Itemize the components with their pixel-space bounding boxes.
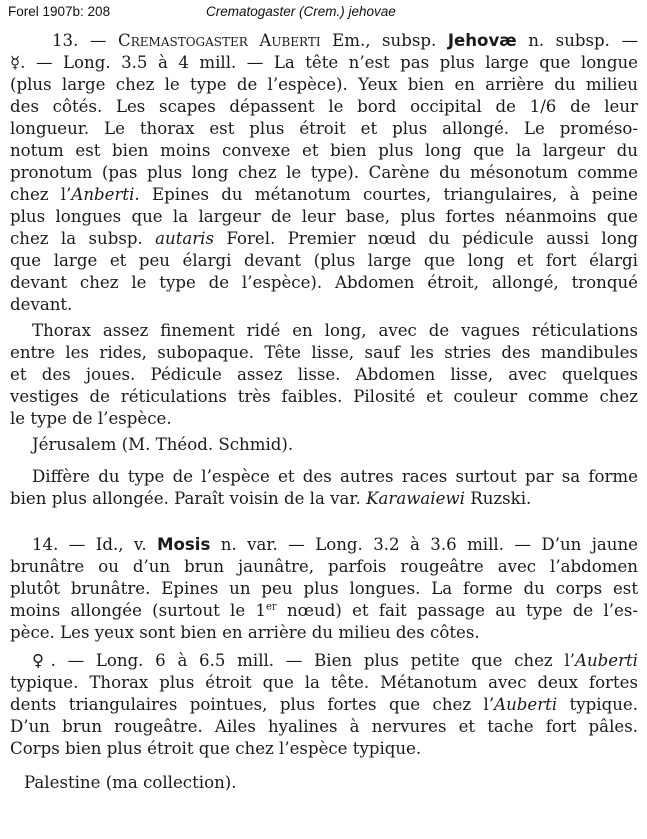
text-line: notum est bien moins convexe et bien plus long que la largeur du [10,141,638,160]
text-line: Diffère du type de l’espèce et des autres races surtout par sa forme [32,467,638,486]
line-text: — Long. 6 à 6.5 mill. — Bien plus petite que chez l’ [67,651,575,670]
text-line [10,184,638,206]
text-line: Thorax assez finement ridé en long, avec de vagues réticulations [32,321,638,340]
author-text: Em., subsp. [332,31,437,50]
text-line [10,228,638,250]
page-header [8,4,638,24]
text-line: devant chez le type de l’espèce). Abdomen étroit, allongé, tronqué [10,273,638,292]
female-symbol: ♀. [32,651,56,670]
italic-name: Anberti [71,185,135,204]
text-line: D’un brun rougeâtre. Ailes hyalines à nervures et tache fort pâles. [10,717,638,736]
line-text: bien plus allongée. Paraît voisin de la var. [10,489,361,508]
line-text: . Epines du métanotum courtes, triangulaires, à peine [134,185,638,204]
text-line: plus longues que la largeur de leur base, plus fortes néanmoins que [10,207,638,226]
line-text: moins allongée (surtout le 1 [10,601,266,620]
italic-name: autaris [155,229,215,248]
genus-name: Cremastogaster Auberti [118,31,321,50]
variety-name: Mosis [157,535,211,554]
entry-number: 13. — [52,31,107,50]
locality-13: Jérusalem (M. Théod. Schmid). [32,435,294,454]
text-line: des côtés. Les scapes dépassent le bord occipital de 1/6 de leur [10,97,638,116]
entry-number: 14. — Id., v. [32,535,147,554]
worker-symbol: ☿. [10,53,26,72]
text-line [32,650,638,672]
text-line [52,30,638,52]
line-text: n. var. — Long. 3.2 à 3.6 mill. — D’un jaune [220,535,638,554]
text-line: typique. Thorax plus étroit que la tête. Métanotum avec deux fortes [10,673,638,692]
text-line: vestiges de réticulations très faibles. Pilosité et couleur comme chez [10,387,638,406]
text-line [10,488,638,510]
text-line: plutôt brunâtre. Epines un peu plus longues. La forme du corps est [10,579,638,598]
text-line: pèce. Les yeux sont bien en arrière du milieu des côtes. [10,623,480,642]
line-text: Ruzski. [470,489,532,508]
reference-label: Forel 1907b: 208 [8,4,111,19]
line-text: chez l’ [10,185,72,204]
line-text: dents triangulaires pointues, plus fortes que chez l’ [10,695,495,714]
subspecies-name: Jehovæ [447,31,517,50]
line-text: chez la subsp. [10,229,143,248]
text-line: le type de l’espèce. [10,409,172,428]
text-line: pronotum (pas plus long chez le type). Carène du mésonotum comme [10,163,638,182]
text-line: entre les rides, subopaque. Tête lisse, sauf les stries des mandibules [10,343,638,362]
text-line [10,52,638,74]
text-line [10,694,638,716]
ordinal-superscript: er [266,601,277,613]
text-line [10,600,638,622]
locality-14: Palestine (ma collection). [24,773,237,792]
text-line: Corps bien plus étroit que chez l’espèce typique. [10,739,422,758]
line-text: typique. [569,695,638,714]
text-line: brunâtre ou d’un brun jaunâtre, parfois rougeâtre avec l’abdomen [10,557,638,576]
rank-text: n. subsp. — [528,31,639,50]
text-line: devant. [10,295,73,314]
italic-name: Karawaiewi [366,489,465,508]
text-line: longueur. Le thorax est plus étroit et plus allongé. Le promésо- [10,119,638,138]
text-line: (plus large chez le type de l’espèce). Yeux bien en arrière du milieu [10,75,638,94]
text-line: et des joues. Pédicule assez lisse. Abdomen lisse, avec quelques [10,365,638,384]
text-line: que large et peu élargi devant (plus large que long et fort élargi [10,251,638,270]
line-text: nœud) et fait passage au type de l’es- [286,601,638,620]
line-text: Forel. Premier nœud du pédicule aussi long [226,229,638,248]
italic-name: Auberti [574,651,638,670]
taxon-label: Crematogaster (Crem.) jehovae [206,4,396,19]
line-text: — Long. 3.5 à 4 mill. — La tête n’est pas plus large que longue [35,53,639,72]
italic-name: Auberti [494,695,558,714]
text-line [32,534,638,556]
